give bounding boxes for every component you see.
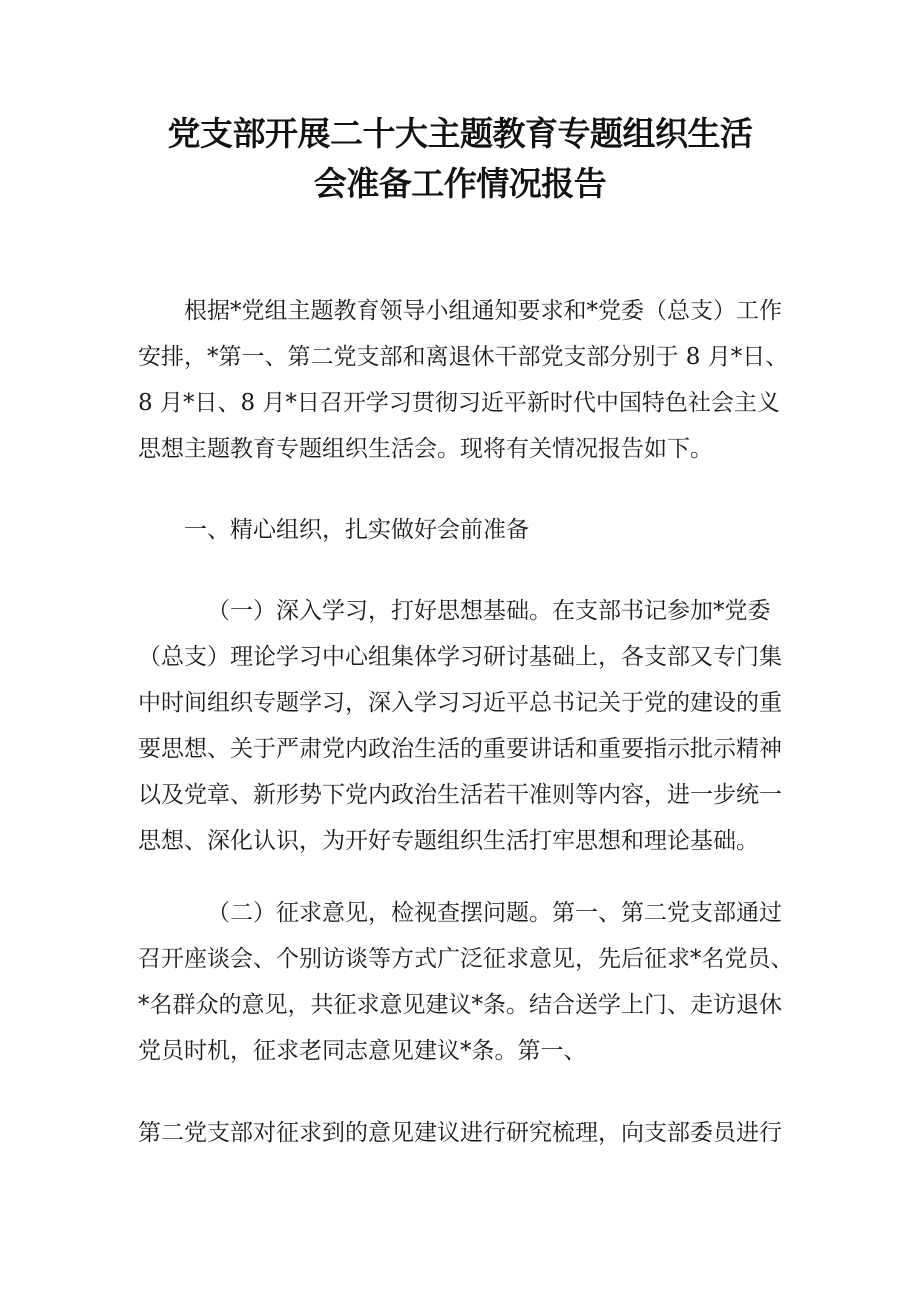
section-heading-text: 一、精心组织，扎实做好会前准备 bbox=[184, 517, 529, 543]
paragraph-line: 党员时机，征求老同志意见建议*条。第一、 bbox=[138, 1038, 587, 1064]
paragraph-study bbox=[138, 588, 798, 864]
paragraph-line: 召开座谈会、个别访谈等方式广泛征求意见，先后征求*名党员、 bbox=[138, 946, 794, 972]
paragraph-line: 8 月*日、8 月*日召开学习贯彻习近平新时代中国特色社会主义 bbox=[138, 390, 780, 416]
paragraph-line: 安排，*第一、第二党支部和离退休干部党支部分别于 8 月*日、 bbox=[138, 344, 789, 370]
paragraph-line: （二）征求意见，检视查摆问题。第一、第二党支部通过 bbox=[207, 900, 782, 926]
paragraph-line: 根据*党组主题教育领导小组通知要求和*党委（总支）工作 bbox=[184, 298, 782, 324]
paragraph-continuation bbox=[138, 1110, 798, 1156]
paragraph-line: 要思想、关于严肃党内政治生活的重要讲话和重要指示批示精神 bbox=[138, 736, 782, 762]
paragraph-intro bbox=[138, 288, 798, 472]
paragraph-line: *名群众的意见，共征求意见建议*条。结合送学上门、走访退休 bbox=[138, 992, 782, 1018]
section-heading-1 bbox=[138, 507, 798, 553]
paragraph-line: （总支）理论学习中心组集体学习研讨基础上，各支部又专门集 bbox=[138, 644, 782, 670]
paragraph-line: 思想、深化认识，为开好专题组织生活打牢思想和理论基础。 bbox=[138, 828, 759, 854]
paragraph-line: （一）深入学习，打好思想基础。在支部书记参加*党委 bbox=[207, 598, 771, 624]
document-title-line-2: 会准备工作情况报告 bbox=[313, 164, 607, 203]
document-title-line-1: 党支部开展二十大主题教育专题组织生活 bbox=[167, 114, 753, 153]
paragraph-line: 中时间组织专题学习，深入学习习近平总书记关于党的建设的重 bbox=[138, 690, 782, 716]
paragraph-opinions bbox=[138, 890, 798, 1074]
paragraph-line: 思想主题教育专题组织生活会。现将有关情况报告如下。 bbox=[138, 436, 713, 462]
paragraph-line: 第二党支部对征求到的意见建议进行研究梳理，向支部委员进行 bbox=[138, 1120, 782, 1146]
paragraph-line: 以及党章、新形势下党内政治生活若干准则等内容，进一步统一 bbox=[138, 782, 782, 808]
